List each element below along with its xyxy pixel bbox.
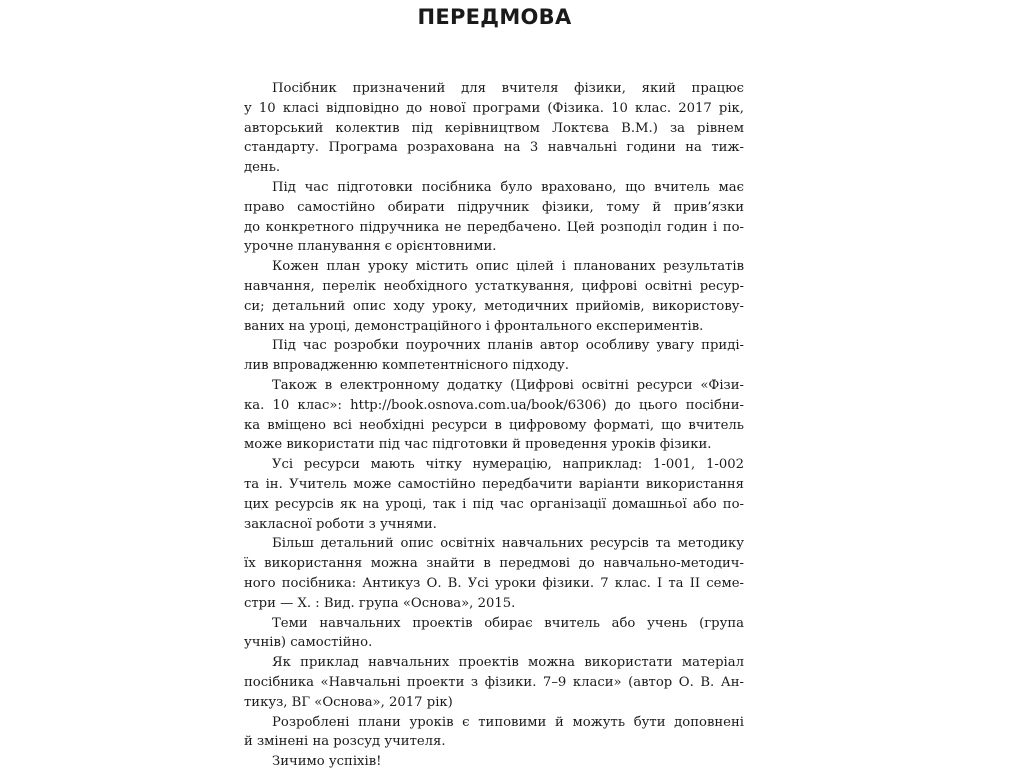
paragraph — [244, 752, 744, 772]
paragraph — [244, 79, 744, 178]
paragraph — [244, 614, 744, 654]
text-line: учнів) самостійно. — [244, 635, 373, 651]
text-line: Усі ресурси мають чітку нумерацію, наприклад: 1-001, 1-002 — [272, 457, 744, 473]
text-line: ваних на уроці, демонстраційного і фронтального експериментів. — [244, 318, 704, 334]
text-line: Також в електронному додатку (Цифрові освітні ресурси «Фізи- — [272, 377, 744, 393]
text-line: Під час підготовки посібника було враховано, що вчитель має — [272, 179, 744, 195]
text-line: Зичимо успіхів! — [272, 754, 382, 770]
text-line: Як приклад навчальних проектів можна використати матеріал — [272, 655, 744, 671]
paragraph — [244, 257, 744, 336]
text-line: Розроблені плани уроків є типовими й можуть бути доповнені — [272, 714, 744, 730]
paragraph — [244, 653, 744, 712]
text-line: право самостійно обирати підручник фізики, тому й прив’язки — [244, 199, 744, 215]
text-line: стандарту. Програма розрахована на 3 навчальні години на тиж- — [244, 140, 744, 156]
text-line: Кожен план уроку містить опис цілей і планованих результатів — [272, 259, 744, 275]
text-line: у 10 класі відповідно до нової програми (Фізика. 10 клас. 2017 рік, — [244, 100, 744, 116]
preface-body — [244, 79, 744, 772]
text-line: авторський колектив під керівництвом Локтєва В.М.) за рівнем — [244, 120, 744, 136]
text-line: Більш детальний опис освітніх навчальних ресурсів та методику — [272, 536, 744, 552]
paragraph — [244, 713, 744, 753]
text-line: та ін. Учитель може самостійно передбачити варіанти використання — [244, 476, 744, 492]
text-line: закласної роботи з учнями. — [244, 516, 437, 532]
text-line: Під час розробки поурочних планів автор особливу увагу приді- — [272, 338, 744, 354]
text-line: до конкретного підручника не передбачено. Цей розподіл годин і по- — [244, 219, 744, 235]
text-line: цих ресурсів як на уроці, так і під час організації домашньої або по- — [244, 496, 744, 512]
text-line: ного посібника: Антикуз О. В. Усі уроки фізики. 7 клас. І та ІІ семе- — [244, 575, 744, 591]
text-line: стри — Х. : Вид. група «Основа», 2015. — [244, 595, 516, 611]
paragraph — [244, 534, 744, 613]
text-line: урочне планування є орієнтовними. — [244, 239, 497, 255]
text-line: й змінені на розсуд учителя. — [244, 734, 446, 750]
text-line: може використати під час підготовки й проведення уроків фізики. — [244, 437, 712, 453]
text-line: си; детальний опис ходу уроку, методичних прийомів, використову- — [244, 298, 744, 314]
text-line: Теми навчальних проектів обирає вчитель або учень (група — [272, 615, 744, 631]
text-line: їх використання можна знайти в передмові до навчально-методич- — [244, 556, 744, 572]
paragraph — [244, 336, 744, 376]
text-line: посібника «Навчальні проекти з фізики. 7–9 класи» (автор О. В. Ан- — [244, 674, 744, 690]
text-line: навчання, перелік необхідного устаткування, цифрові освітні ресур- — [244, 278, 744, 294]
text-line: ка вміщено всі необхідні ресурси в цифровому форматі, що вчитель — [244, 417, 744, 433]
text-line: тикуз, ВГ «Основа», 2017 рік) — [244, 694, 453, 710]
paragraph — [244, 178, 744, 257]
paragraph — [244, 376, 744, 455]
text-line: лив впровадженню компетентнісного підходу. — [244, 358, 569, 374]
page-title: ПЕРЕДМОВА — [417, 5, 572, 29]
text-line: Посібник призначений для вчителя фізики, який працює — [272, 81, 744, 96]
text-line: ка. 10 клас»: http://book.osnova.com.ua/book/6306) до цього посібни- — [244, 397, 744, 413]
paragraph — [244, 455, 744, 534]
text-line: день. — [244, 160, 281, 176]
